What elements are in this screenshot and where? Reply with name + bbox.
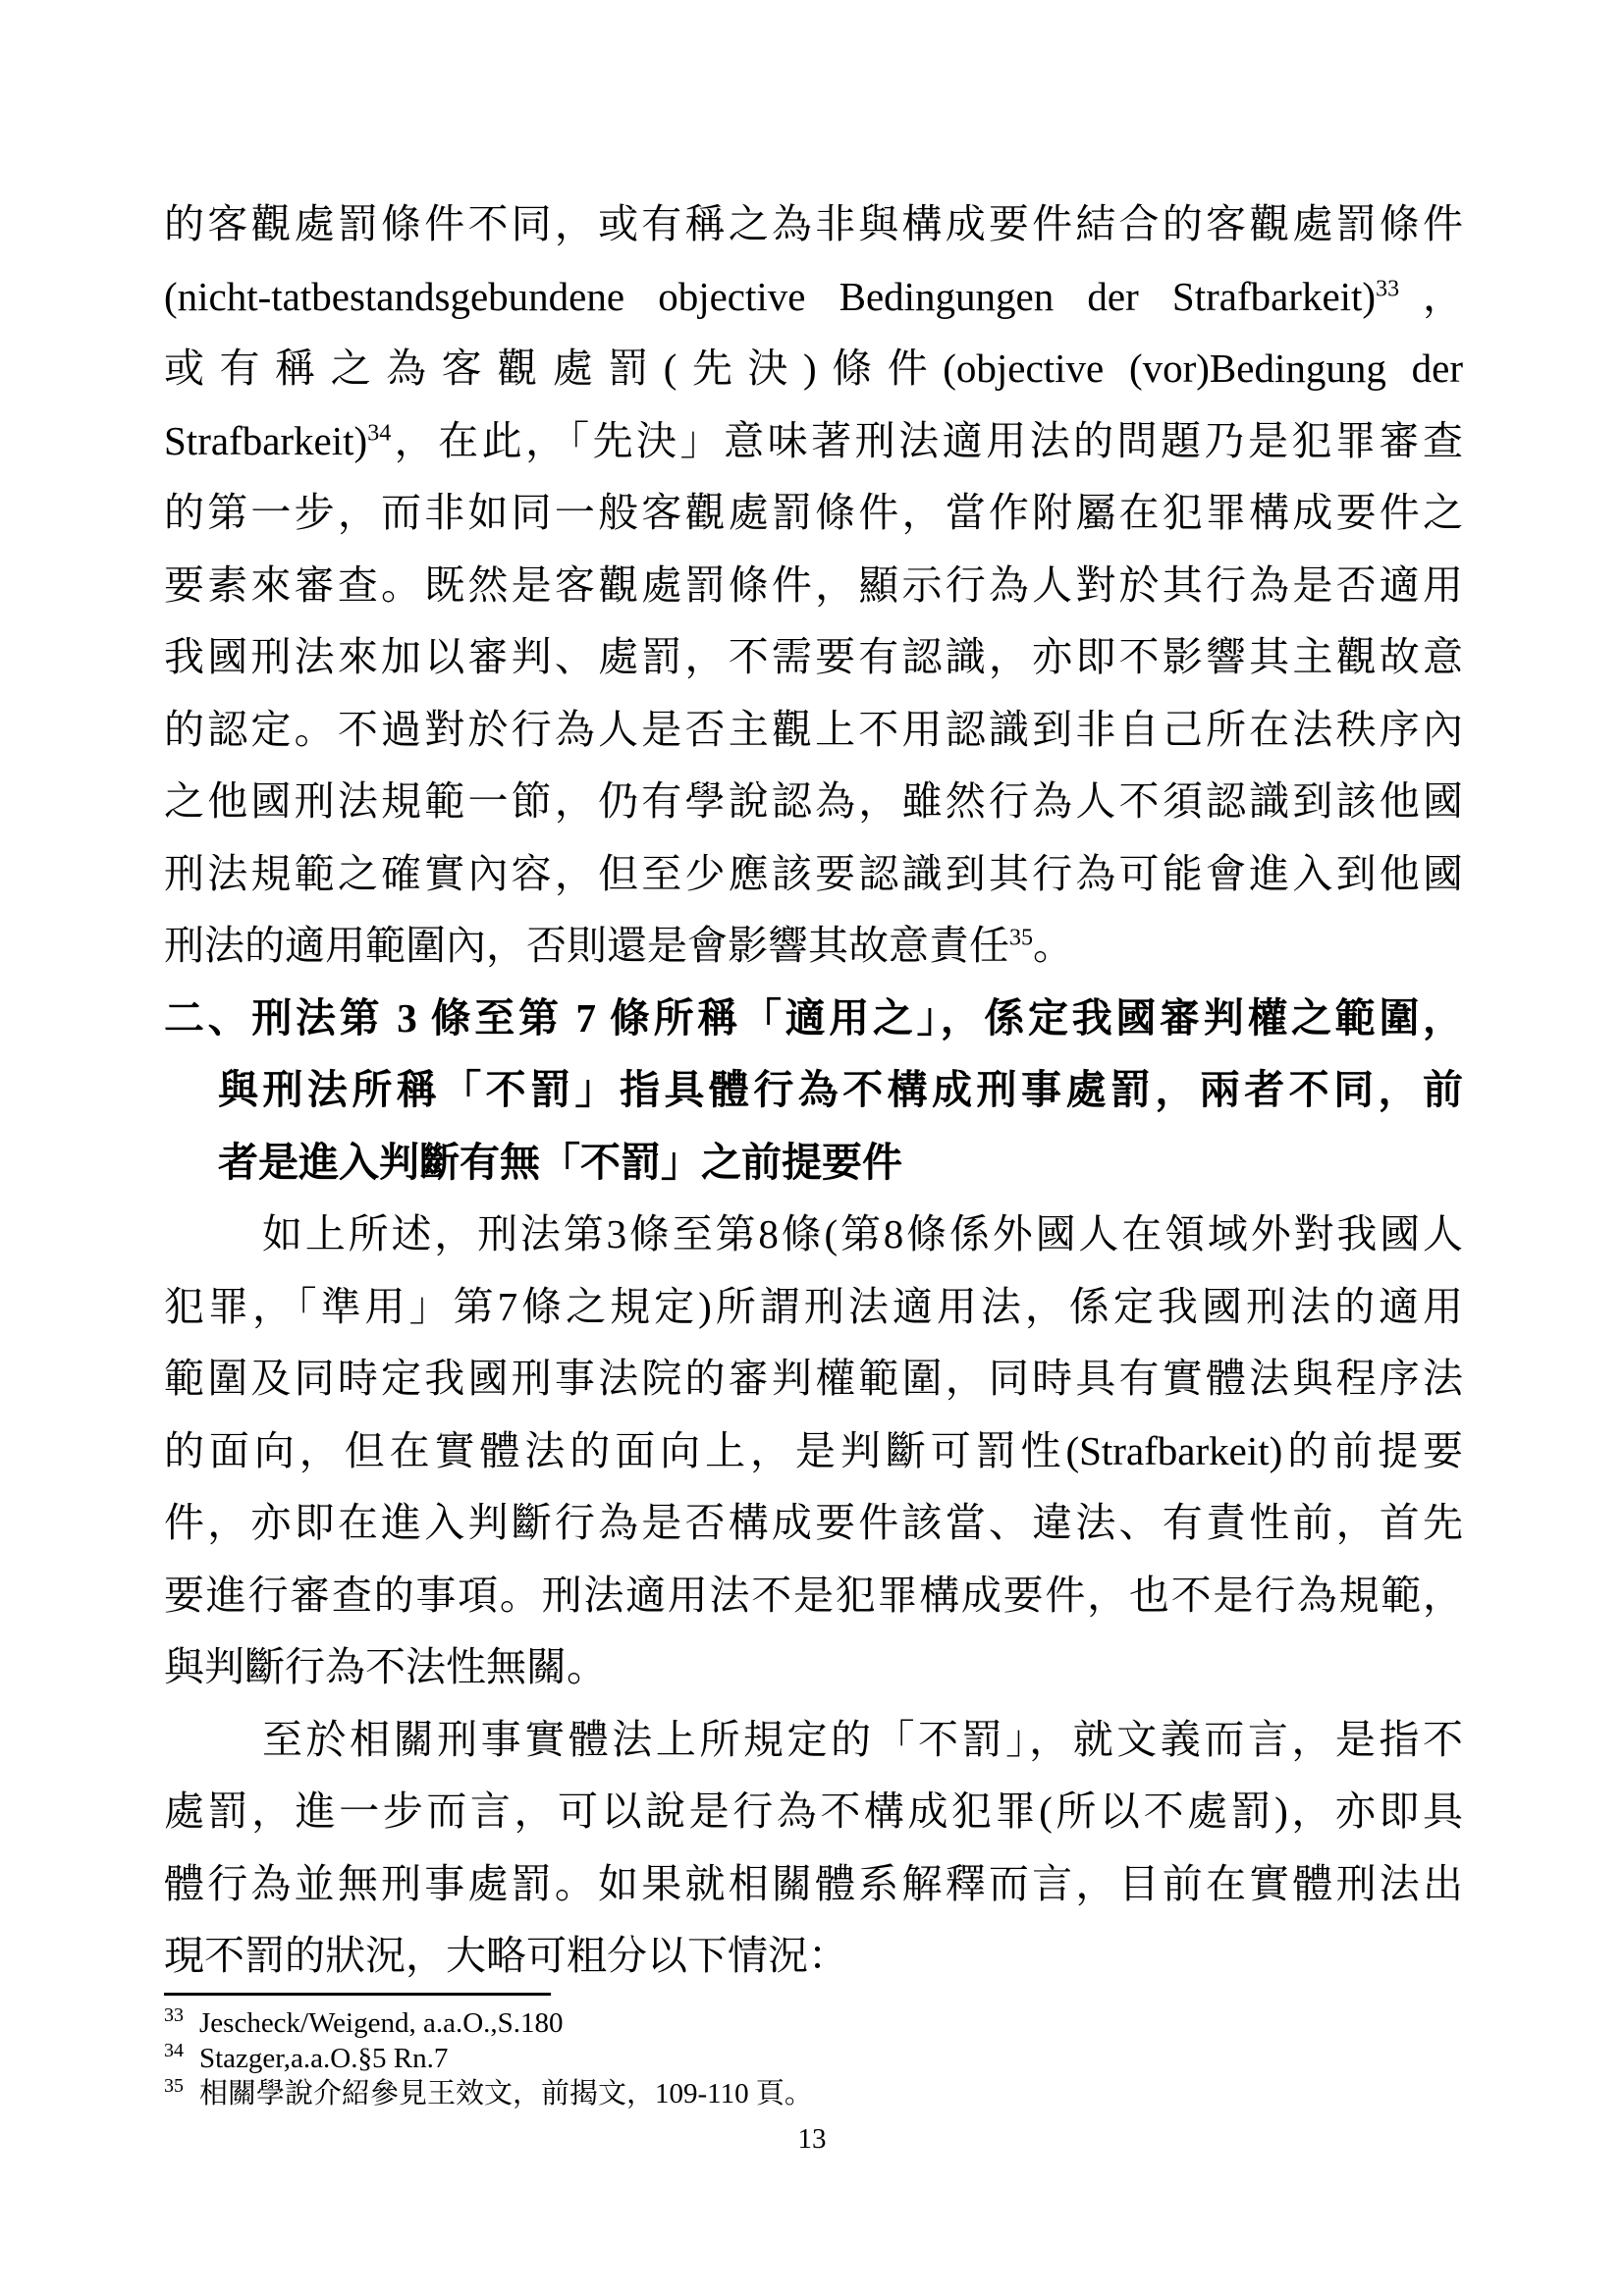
text-segment: (nicht-tatbestandsgebundene objective Bedingungen der Strafbarkeit) — [164, 273, 1377, 319]
footnote-number: 33 — [164, 2004, 184, 2027]
text-line: 之他國刑法規範一節，仍有學說認為，雖然行為人不須認識到該他國 — [164, 778, 1463, 824]
text-line: 體行為並無刑事處罰。如果就相關體系解釋而言，目前在實體刑法出 — [164, 1860, 1463, 1906]
paragraph-3 — [164, 1704, 1463, 1993]
heading-line: 與刑法所稱「不罰」指具體行為不構成刑事處罰，兩者不同，前 — [218, 1067, 1463, 1112]
text-line: 處罰，進一步而言，可以說是行為不構成犯罪(所以不處罰)，亦即具 — [164, 1789, 1463, 1834]
footnote-number: 34 — [164, 2040, 184, 2062]
text-segment: ， — [1399, 273, 1463, 319]
footnote-33 — [164, 2005, 1463, 2041]
text-line — [164, 910, 1463, 983]
text-line: 的面向，但在實體法的面向上，是判斷可罰性(Strafbarkeit)的前提要 — [164, 1427, 1463, 1473]
text-line: 要進行審查的事項。刑法適用法不是犯罪構成要件，也不是行為規範， — [164, 1572, 1463, 1618]
text-line: 的客觀處罰條件不同，或有稱之為非與構成要件結合的客觀處罰條件 — [164, 201, 1463, 246]
footnote-number: 35 — [164, 2075, 184, 2098]
text-segment: 刑法的適用範圍內，否則還是會影響其故意責任 — [164, 923, 1009, 968]
text-line: 如上所述，刑法第3條至第8條(第8條係外國人在領域外對我國人 — [262, 1211, 1463, 1256]
text-segment: ，在此，「先決」意味著刑法適用法的問題乃是犯罪審查 — [391, 417, 1463, 463]
text-segment: Strafbarkeit) — [164, 417, 368, 463]
footnote-text: Jescheck/Weigend, a.a.O.,S.180 — [199, 2007, 564, 2039]
text-line: 或有稱之為客觀處罰(先決)條件(objective (vor)Bedingung der — [164, 346, 1463, 391]
page-body — [164, 188, 1463, 1993]
footnote-ref-34: 34 — [367, 419, 392, 446]
text-line: 件，亦即在進入判斷行為是否構成要件該當、違法、有責性前，首先 — [164, 1500, 1463, 1545]
footnotes-section — [164, 1993, 1463, 2111]
heading-line: 二、刑法第 3 條至第 7 條所稱「適用之」，係定我國審判權之範圍， — [164, 994, 1463, 1041]
text-line: 我國刑法來加以審判、處罰，不需要有認識，亦即不影響其主觀故意 — [164, 634, 1463, 679]
text-line — [164, 261, 1463, 334]
footnote-ref-35: 35 — [1009, 925, 1033, 951]
section-heading-2 — [164, 983, 1463, 1200]
footnote-text: 相關學說介紹參見王效文，前揭文，109-110 頁。 — [199, 2078, 813, 2109]
text-line: 的認定。不過對於行為人是否主觀上不用認識到非自己所在法秩序內 — [164, 706, 1463, 752]
footnote-34 — [164, 2041, 1463, 2076]
text-line: 範圍及同時定我國刑事法院的審判權範圍，同時具有實體法與程序法 — [164, 1356, 1463, 1401]
text-line: 要素來審查。既然是客觀處罰條件，顯示行為人對於其行為是否適用 — [164, 561, 1463, 608]
footnote-separator — [164, 1993, 551, 1996]
footnote-ref-33: 33 — [1376, 275, 1400, 301]
text-line: 至於相關刑事實體法上所規定的「不罰」，就文義而言，是指不 — [262, 1716, 1463, 1762]
page-number: 13 — [797, 2123, 827, 2155]
heading-line: 者是進入判斷有無「不罰」之前提要件 — [218, 1139, 902, 1185]
paragraph-1 — [164, 188, 1463, 983]
text-line: 的第一步，而非如同一般客觀處罰條件，當作附屬在犯罪構成要件之 — [164, 490, 1463, 535]
text-line: 與判斷行為不法性無關。 — [164, 1644, 607, 1689]
text-line: 犯罪，「準用」第7條之規定)所謂刑法適用法，係定我國刑法的適用 — [164, 1283, 1463, 1329]
text-segment: 。 — [1033, 923, 1073, 968]
text-line: 現不罰的狀況，大略可粗分以下情況： — [164, 1933, 848, 1978]
text-line: 刑法規範之確實內容，但至少應該要認識到其行為可能會進入到他國 — [164, 850, 1463, 896]
footnote-35 — [164, 2076, 1463, 2111]
text-line — [164, 405, 1463, 478]
paragraph-2 — [164, 1199, 1463, 1704]
footnote-text: Stazger,a.a.O.§5 Rn.7 — [199, 2043, 449, 2074]
